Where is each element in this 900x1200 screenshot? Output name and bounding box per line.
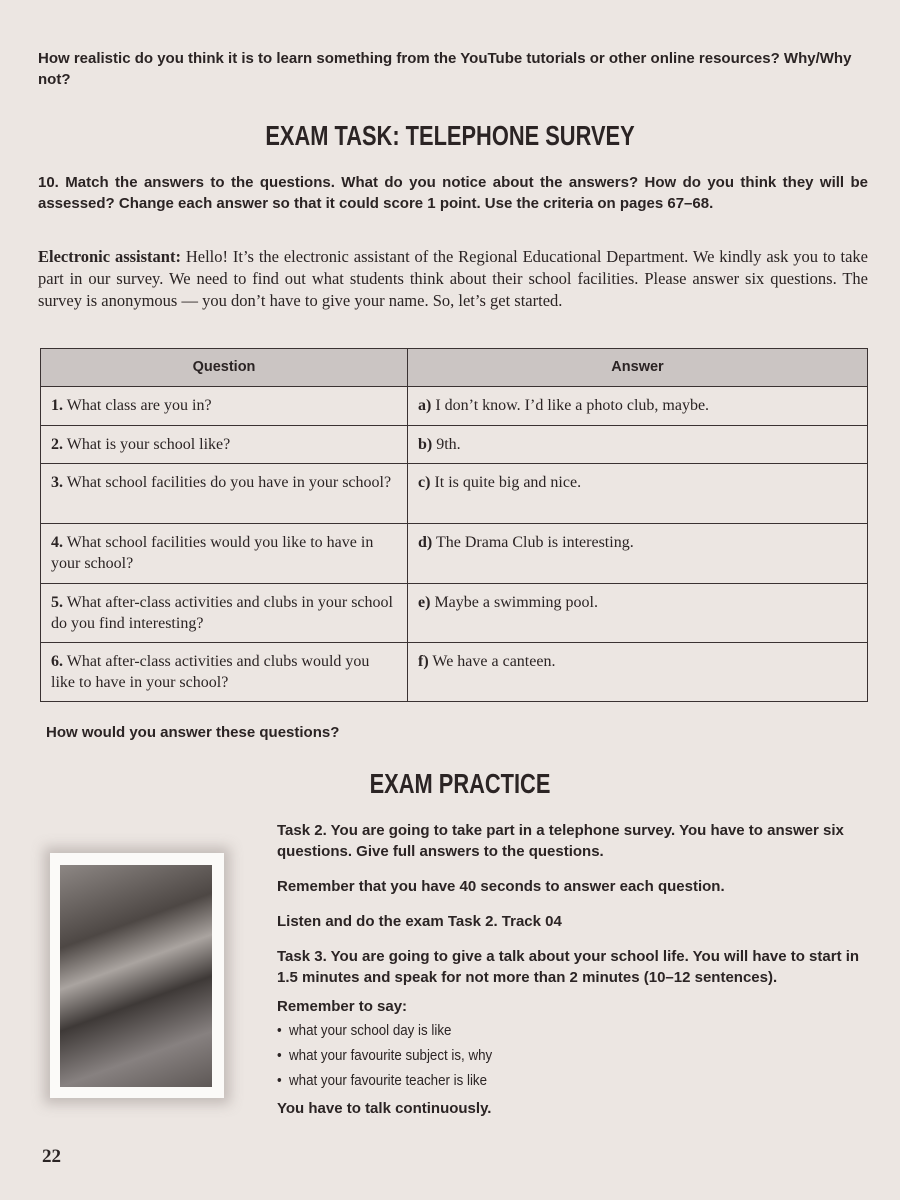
answer-letter: e) bbox=[418, 594, 431, 611]
answer-cell bbox=[408, 387, 868, 426]
question-cell bbox=[41, 524, 408, 584]
question-cell bbox=[41, 643, 408, 702]
table-row bbox=[41, 426, 868, 464]
question-number: 1. bbox=[51, 397, 63, 414]
exam-practice-tasks bbox=[277, 820, 875, 1133]
answer-text: We have a canteen. bbox=[432, 653, 556, 670]
column-header-question: Question bbox=[41, 349, 408, 387]
talk-points-list bbox=[277, 1019, 875, 1094]
answer-letter: f) bbox=[418, 653, 429, 670]
question-text: What class are you in? bbox=[66, 397, 212, 414]
answer-text: I don’t know. I’d like a photo club, maybe. bbox=[435, 397, 710, 414]
question-text: What after-class activities and clubs in your school do you find interesting? bbox=[51, 594, 393, 632]
question-number: 4. bbox=[51, 534, 63, 551]
classroom-photo bbox=[50, 853, 224, 1098]
photo-image bbox=[60, 865, 212, 1087]
answer-text: The Drama Club is interesting. bbox=[435, 534, 634, 551]
question-cell bbox=[41, 584, 408, 643]
listen-text: Listen and do the exam Task 2. Track 04 bbox=[277, 913, 562, 930]
question-answer-table bbox=[40, 348, 868, 702]
answer-text: 9th. bbox=[436, 436, 461, 453]
answer-cell bbox=[408, 524, 868, 584]
table-row bbox=[41, 464, 868, 524]
remember-time-text: Remember that you have 40 seconds to answer each question. bbox=[277, 878, 725, 895]
answer-text: Maybe a swimming pool. bbox=[434, 594, 598, 611]
speaker-label: Electronic assistant: bbox=[38, 247, 181, 266]
answer-cell bbox=[408, 464, 868, 524]
question-number: 3. bbox=[51, 474, 63, 491]
task-10-instructions bbox=[38, 172, 868, 214]
question-text: What school facilities would you like to have in your school? bbox=[51, 534, 374, 572]
task-2-text: Task 2. You are going to take part in a telephone survey. You have to answer six questions. Give full answers to the questions. bbox=[277, 822, 844, 860]
question-number: 6. bbox=[51, 653, 63, 670]
task-number: 10. bbox=[38, 174, 59, 191]
list-item: • what your school day is like bbox=[277, 1019, 827, 1044]
table-row bbox=[41, 387, 868, 426]
question-cell bbox=[41, 464, 408, 524]
answer-letter: d) bbox=[418, 534, 433, 551]
question-number: 5. bbox=[51, 594, 63, 611]
page-number: 22 bbox=[42, 1146, 61, 1167]
list-item: • what your favourite teacher is like bbox=[277, 1069, 827, 1094]
answer-text: It is quite big and nice. bbox=[434, 474, 582, 491]
speech-text: Hello! It’s the electronic assistant of the Regional Educational Department. We kindly ask you to take part in our survey. We need to find out what students think about their school facilities. Please answer six questions. The survey is anonymous — you don’t have to give your name. So, let’s get started. bbox=[38, 247, 868, 310]
section-title-telephone-survey: EXAM TASK: TELEPHONE SURVEY bbox=[265, 120, 635, 151]
question-text: What school facilities do you have in your school? bbox=[66, 474, 392, 491]
task-3-text: Task 3. You are going to give a talk about your school life. You will have to start in 1.5 minutes and speak for not more than 2 minutes (10–12 sentences). bbox=[277, 948, 860, 986]
answer-letter: a) bbox=[418, 397, 432, 414]
question-text: What is your school like? bbox=[66, 436, 231, 453]
section-title-exam-practice: EXAM PRACTICE bbox=[369, 768, 551, 799]
question-text: What after-class activities and clubs would you like to have in your school? bbox=[51, 653, 370, 691]
answer-letter: b) bbox=[418, 436, 433, 453]
column-header-answer: Answer bbox=[408, 349, 868, 387]
remember-say-label: Remember to say: bbox=[277, 998, 408, 1015]
table-header-row bbox=[41, 349, 868, 387]
question-cell bbox=[41, 426, 408, 464]
answer-cell bbox=[408, 426, 868, 464]
task-text: Match the answers to the questions. What do you notice about the answers? How do you think they will be assessed? Change each answer so that it could score 1 point. Use the criteria on pages 67–68. bbox=[38, 174, 868, 212]
assistant-speech bbox=[38, 246, 868, 312]
closing-text: You have to talk continuously. bbox=[277, 1100, 492, 1117]
answer-cell bbox=[408, 584, 868, 643]
intro-question: How realistic do you think it is to learn something from the YouTube tutorials or other online resources? Why/Why not? bbox=[38, 50, 852, 88]
follow-up-question: How would you answer these questions? bbox=[46, 724, 340, 741]
question-number: 2. bbox=[51, 436, 63, 453]
table-row bbox=[41, 643, 868, 702]
answer-letter: c) bbox=[418, 474, 431, 491]
answer-cell bbox=[408, 643, 868, 702]
table-row bbox=[41, 584, 868, 643]
question-cell bbox=[41, 387, 408, 426]
table-row bbox=[41, 524, 868, 584]
list-item: • what your favourite subject is, why bbox=[277, 1044, 827, 1069]
